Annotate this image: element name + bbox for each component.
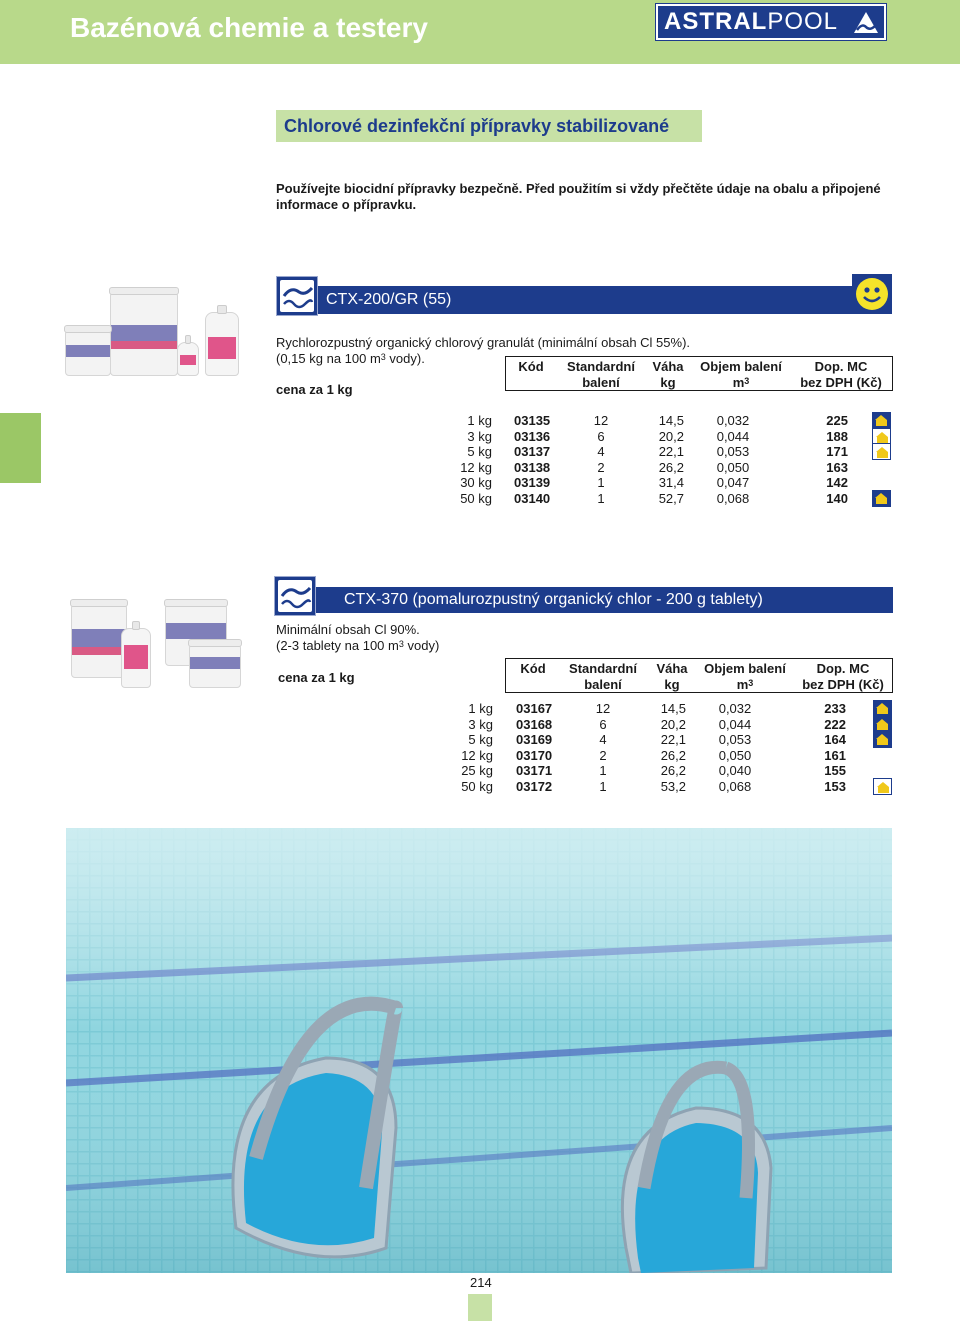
cell-volume: 0,053: [718, 732, 752, 748]
header-bar: [0, 0, 960, 64]
bottle: [121, 628, 151, 688]
cell-price: 161: [824, 747, 846, 763]
bottle-large: [205, 312, 239, 376]
house-outline-icon: [872, 443, 891, 460]
cell-volume: 0,040: [718, 763, 752, 779]
cell-price: 171: [826, 444, 848, 460]
cell-volume: 0,047: [716, 475, 750, 491]
product-image-ctx370: [55, 592, 255, 710]
bucket: [71, 604, 127, 678]
cell-pack: 2: [597, 459, 605, 475]
cell-volume: 0,053: [716, 444, 750, 460]
cell-code: 03137: [514, 444, 551, 460]
cell-code: 03169: [516, 732, 553, 748]
cell-weight-kg: 52,7: [658, 491, 684, 506]
page-title: Bazénová chemie a testery: [70, 12, 428, 43]
small-bucket: [65, 330, 111, 376]
col-code: Kód: [520, 661, 546, 676]
cell-code: 03140: [514, 491, 551, 506]
cell-weight: 3 kg: [467, 428, 492, 444]
section-title: Chlorové dezinfekční přípravky stabilizované: [276, 110, 702, 142]
col-volume: Objem balení $m^3$: [704, 661, 786, 692]
col-weight: Váha kg: [652, 359, 684, 390]
logo-text-bold: ASTRAL: [664, 8, 768, 35]
cell-volume: 0,050: [718, 747, 752, 763]
smiley-icon: [852, 274, 892, 314]
cell-weight-kg: 53,2: [660, 779, 686, 794]
table-row: [0, 413, 960, 429]
cell-volume: 0,068: [718, 779, 752, 794]
table-row: [0, 701, 960, 717]
table-row: [0, 748, 960, 764]
col-price: Dop. MC bez DPH (Kč): [802, 661, 884, 692]
safety-notice: Používejte biocidní přípravky bezpečně. Před použitím si vždy přečtěte údaje na obalu a připojené informace o přípravku.: [276, 181, 881, 212]
cell-pack: 1: [597, 491, 605, 506]
table-row: [0, 444, 960, 460]
price-label: cena za 1 kg: [278, 670, 355, 685]
cell-pack: 6: [599, 716, 607, 732]
cell-weight-kg: 26,2: [658, 459, 684, 475]
cell-price: 163: [826, 459, 848, 475]
cell-weight: 1 kg: [468, 701, 493, 716]
table-row: [0, 732, 960, 748]
cell-weight: 12 kg: [461, 747, 493, 763]
cell-price: 164: [824, 732, 846, 748]
cell-pack: 1: [599, 779, 607, 794]
col-standard: Standardní balení: [569, 661, 637, 692]
cell-weight: 25 kg: [461, 763, 493, 779]
cell-price: 222: [824, 716, 846, 732]
product-image-ctx200: [55, 282, 265, 392]
description-line-2: (2-3 tablety na 100 $m^3$ vody): [276, 638, 440, 653]
cell-weight: 1 kg: [467, 413, 492, 428]
cell-volume: 0,068: [716, 491, 750, 506]
cell-pack: 2: [599, 747, 607, 763]
col-weight: Váha kg: [656, 661, 688, 692]
cell-code: 03167: [516, 701, 553, 716]
astralpool-logo: [656, 4, 886, 40]
cell-weight: 50 kg: [460, 491, 492, 506]
table-row: [0, 491, 960, 507]
table-row: [0, 763, 960, 779]
cell-weight-kg: 26,2: [660, 763, 686, 779]
cell-price: 155: [824, 763, 846, 779]
table-row: [0, 429, 960, 445]
cell-code: 03138: [514, 459, 551, 475]
cell-volume: 0,032: [716, 413, 750, 428]
cell-pack: 12: [593, 413, 609, 428]
cell-weight-kg: 31,4: [658, 475, 684, 491]
cell-volume: 0,044: [716, 428, 750, 444]
chlorine-logo-icon: [276, 276, 318, 316]
house-icon: [873, 731, 892, 748]
cell-weight-kg: 14,5: [660, 701, 686, 716]
cell-weight-kg: 20,2: [658, 428, 684, 444]
cell-pack: 4: [599, 732, 607, 748]
cell-weight-kg: 20,2: [660, 716, 686, 732]
cell-weight-kg: 22,1: [658, 444, 684, 460]
page-number: 214: [470, 1275, 492, 1290]
cell-weight: 30 kg: [460, 475, 492, 491]
cell-pack: 6: [597, 428, 605, 444]
logo-text-light: POOL: [767, 8, 839, 35]
table-row: [0, 460, 960, 476]
cell-weight-kg: 26,2: [660, 747, 686, 763]
bottle-small: [177, 342, 199, 376]
price-label: cena za 1 kg: [276, 382, 353, 397]
cell-volume: 0,050: [716, 459, 750, 475]
col-volume: Objem balení $m^3$: [700, 359, 782, 390]
cell-pack: 4: [597, 444, 605, 460]
cell-weight: 5 kg: [468, 732, 493, 748]
table-row: [0, 475, 960, 491]
cell-code: 03172: [516, 779, 553, 794]
col-price: Dop. MC bez DPH (Kč): [800, 359, 882, 390]
cell-code: 03135: [514, 413, 551, 428]
cell-code: 03168: [516, 716, 553, 732]
cell-weight-kg: 14,5: [658, 413, 684, 428]
pool-photo: [66, 828, 892, 1273]
wave-logo-icon: [852, 9, 880, 35]
product-name-bar: CTX-370 (pomalurozpustný organický chlor - 200 g tablety): [316, 587, 893, 613]
col-code: Kód: [518, 359, 544, 374]
description-line-1: Minimální obsah Cl 90%.: [276, 622, 420, 637]
page-tab: [468, 1294, 492, 1321]
cell-price: 188: [826, 428, 848, 444]
house-icon: [873, 700, 892, 717]
cell-weight: 3 kg: [468, 716, 493, 732]
house-outline-icon: [872, 428, 891, 445]
cell-pack: 1: [597, 475, 605, 491]
cell-volume: 0,044: [718, 716, 752, 732]
cell-price: 225: [826, 413, 848, 428]
description-line-2: (0,15 kg na 100 $m^3$ vody).: [276, 351, 425, 366]
cell-weight-kg: 22,1: [660, 732, 686, 748]
chlorine-logo-icon: [274, 576, 316, 616]
product-name-bar: CTX-200/GR (55): [318, 286, 852, 314]
house-icon: [873, 716, 892, 733]
bucket: [110, 292, 178, 376]
cell-code: 03136: [514, 428, 551, 444]
cell-weight: 50 kg: [461, 779, 493, 794]
cell-pack: 1: [599, 763, 607, 779]
description-line-1: Rychlorozpustný organický chlorový granulát (minimální obsah Cl 55%).: [276, 335, 691, 350]
cell-volume: 0,032: [718, 701, 752, 716]
cell-code: 03139: [514, 475, 551, 491]
cell-price: 233: [824, 701, 846, 716]
house-icon: [872, 412, 891, 429]
cell-price: 153: [824, 779, 846, 794]
house-outline-icon: [873, 778, 892, 795]
table-row: [0, 779, 960, 795]
product-description: [276, 622, 576, 654]
house-icon: [872, 490, 891, 507]
cell-code: 03170: [516, 747, 553, 763]
cell-code: 03171: [516, 763, 553, 779]
cell-price: 140: [826, 491, 848, 506]
cell-price: 142: [826, 475, 848, 491]
cell-weight: 12 kg: [460, 459, 492, 475]
cell-weight: 5 kg: [467, 444, 492, 460]
table-row: [0, 717, 960, 733]
cell-pack: 12: [595, 701, 611, 716]
table-header: [505, 658, 893, 693]
table-header: [505, 356, 893, 391]
col-standard: Standardní balení: [567, 359, 635, 390]
small-bucket: [189, 644, 241, 688]
